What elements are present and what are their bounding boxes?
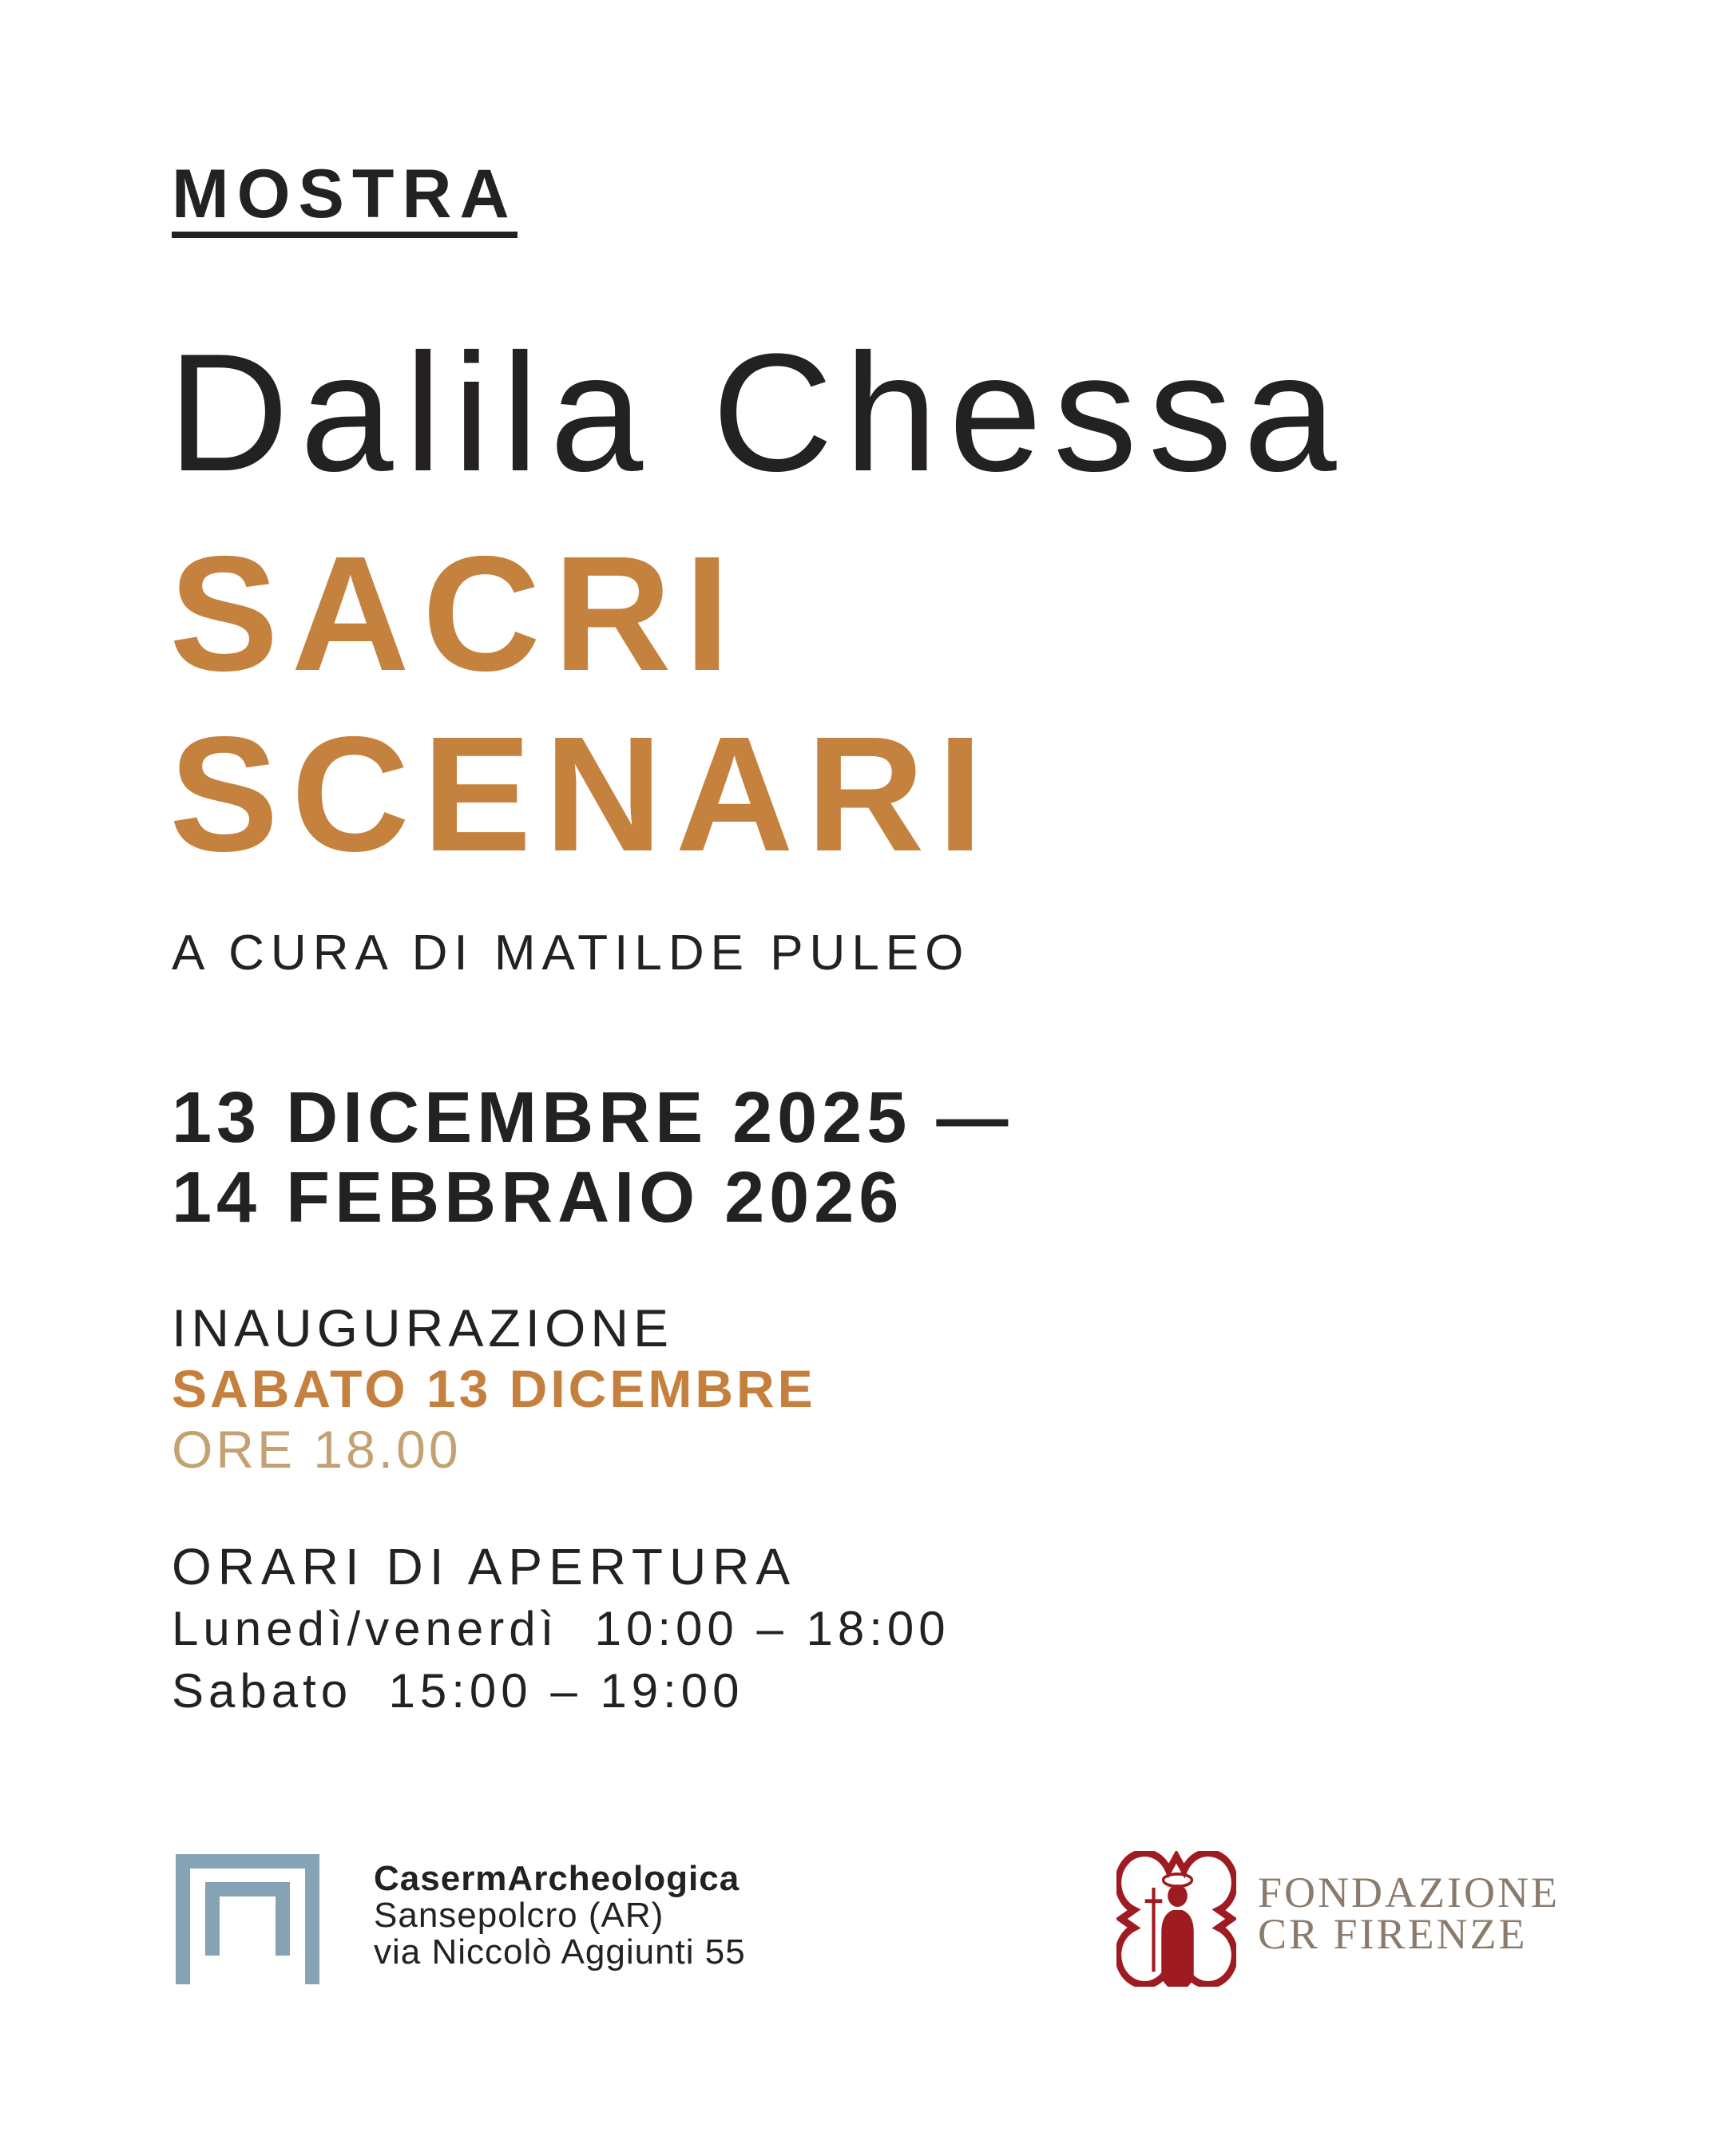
sponsor-name [1258, 1869, 1560, 1958]
sponsor-name-line-2: CR FIRENZE [1258, 1910, 1528, 1958]
venue-info [374, 1861, 746, 1971]
curator-line: A CURA DI MATILDE PULEO [172, 925, 970, 981]
exhibition-dates [172, 1078, 1013, 1238]
venue-city: Sansepolcro (AR) [374, 1896, 664, 1935]
opening-time: ORE 18.00 [172, 1420, 462, 1479]
hours-weekdays: Lunedì/venerdì 10:00 – 18:00 [172, 1602, 950, 1655]
venue-name: CasermArcheologica [374, 1859, 740, 1898]
quatrefoil-svg [1116, 1851, 1236, 1987]
sponsor-name-line-1: FONDAZIONE [1258, 1869, 1560, 1916]
title-line-1: SACRI [169, 522, 743, 705]
exhibition-title [169, 524, 996, 885]
hours-saturday: Sabato 15:00 – 19:00 [172, 1664, 744, 1718]
kicker-mostra: MOSTRA [172, 160, 518, 238]
hours-label: ORARI DI APERTURA [172, 1538, 797, 1595]
opening-hours-block [172, 1536, 950, 1722]
opening-label: INAUGURAZIONE [172, 1298, 674, 1357]
title-line-2: SCENARI [169, 703, 996, 886]
opening-date: SABATO 13 DICEMBRE [172, 1359, 816, 1418]
venue-address: via Niccolò Aggiunti 55 [374, 1932, 746, 1972]
dates-line-2: 14 FEBBRAIO 2026 [172, 1158, 904, 1238]
opening-block [172, 1298, 816, 1480]
arch-inner [205, 1882, 290, 1956]
artist-name: Dalila Chessa [168, 319, 1348, 506]
dates-line-1: 13 DICEMBRE 2025 — [172, 1078, 1013, 1158]
fondazione-saint-quatrefoil-icon [1116, 1851, 1236, 1987]
casermarcheologica-arch-icon [176, 1854, 319, 1984]
